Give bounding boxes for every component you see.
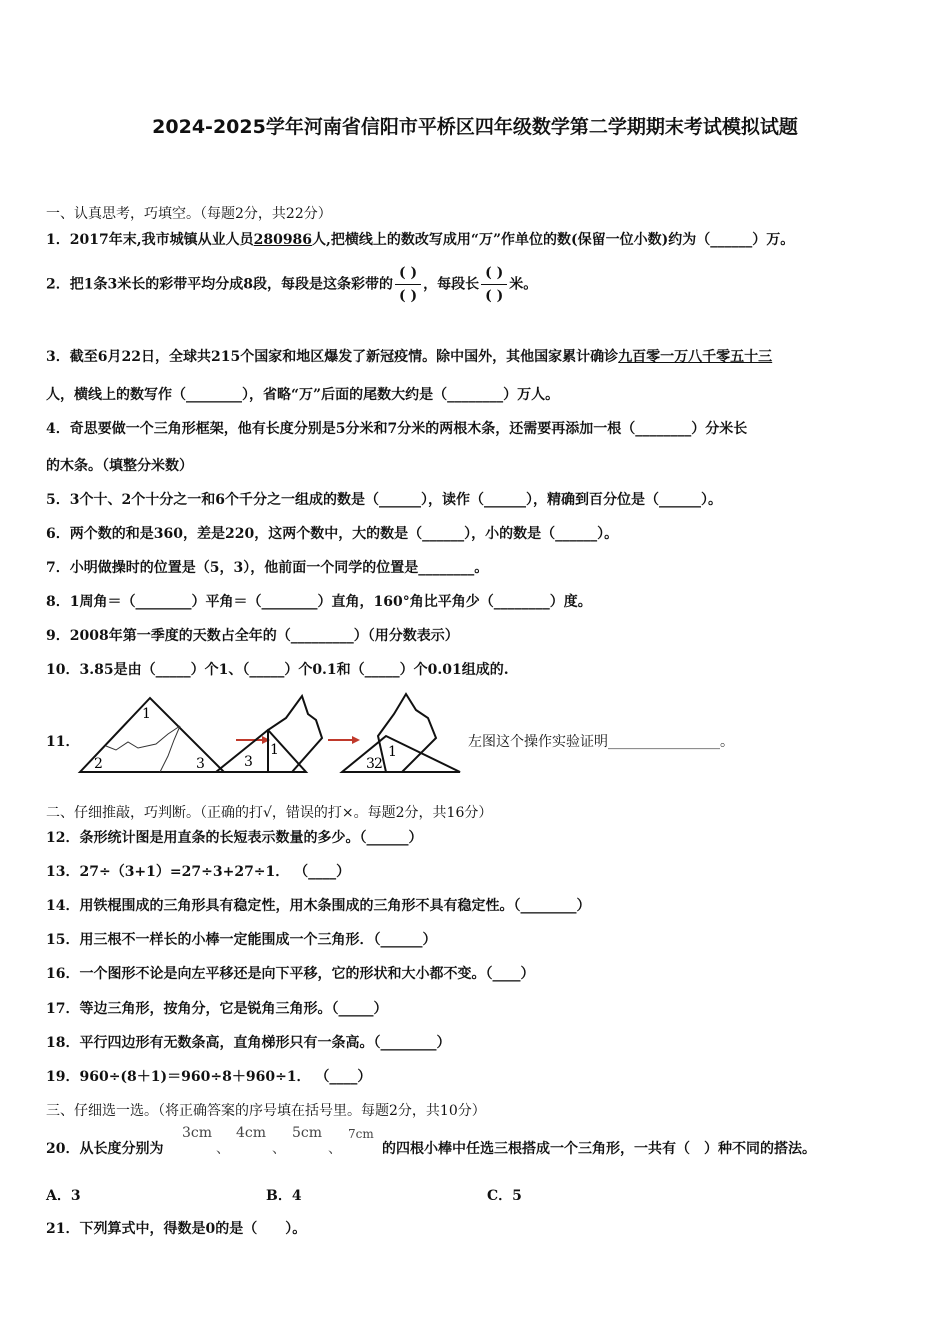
- question-1: [46, 229, 794, 249]
- length-7cm: 7cm: [348, 1127, 374, 1141]
- arrow-2-head: [352, 736, 360, 744]
- question-7: 7．小明做操时的位置是（5，3），他前面一个同学的位置是________。: [46, 560, 489, 576]
- question-17: 17．等边三角形，按角分，它是锐角三角形。（_____）: [46, 1001, 388, 1017]
- length-3cm: 3cm: [182, 1125, 213, 1141]
- q20-choice-a[interactable]: A．3: [46, 1188, 81, 1204]
- separator-2: 、: [272, 1141, 286, 1157]
- angle-label-1-fig3: 1: [388, 744, 397, 760]
- triangle-piece-2: [216, 730, 306, 772]
- q2-post: 米。: [509, 276, 538, 293]
- q1-pre: 1．2017年末,我市城镇从业人员: [46, 232, 254, 248]
- question-18: 18．平行四边形有无数条高，直角梯形只有一条高。（________）: [46, 1035, 451, 1051]
- folded-piece-3: [378, 694, 436, 772]
- question-13: 13．27÷（3+1）=27÷3+27÷1． （____）: [46, 864, 351, 880]
- q2-pre: 2．把1条3米长的彩带平均分成8段，每段是这条彩带的: [46, 276, 393, 293]
- angle-label-3-fig3: 3: [366, 756, 375, 772]
- question-20-post: 的四根小棒中任选三根搭成一个三角形，一共有（ ）种不同的搭法。: [382, 1141, 816, 1157]
- q2-fraction-2: [481, 262, 507, 307]
- question-6: 6．两个数的和是360，差是220，这两个数中，大的数是（______），小的数是（______）。: [46, 526, 619, 542]
- question-4-line-2: 的木条。（填整分米数）: [46, 458, 193, 474]
- question-4-line-1: 4．奇思要做一个三角形框架，他有长度分别是5分米和7分米的两根木条，还需要再添加一根（________）分米长: [46, 421, 748, 437]
- length-5cm: 5cm: [292, 1125, 323, 1141]
- section-2-heading: 二、仔细推敲，巧判断。（正确的打√，错误的打×。每题2分，共16分）: [46, 805, 493, 821]
- question-20-pre: 20．从长度分别为: [46, 1141, 164, 1157]
- page-title: 2024-2025学年河南省信阳市平桥区四年级数学第二学期期末考试模拟试题: [152, 116, 798, 138]
- angle-label-2: 2: [94, 756, 103, 772]
- triangle-experiment-figure: [76, 690, 466, 778]
- q1-number: 280986: [253, 232, 313, 248]
- question-11-number: 11．: [46, 734, 80, 750]
- question-3-line-2: 人，横线上的数写作（________），省略“万”后面的尾数大约是（________）万人。: [46, 387, 560, 403]
- q2-frac1-num: ( ): [395, 262, 421, 285]
- question-11-text: 左图这个操作实验证明________________。: [468, 734, 734, 750]
- question-3-line-1: [46, 346, 772, 366]
- q2-fraction-1: [395, 262, 421, 307]
- q20-choice-b[interactable]: B．4: [266, 1188, 302, 1204]
- q2-frac2-den: ( ): [485, 288, 504, 304]
- question-8: 8．1周角＝（________）平角＝（________）直角，160°角比平角少（________）度。: [46, 594, 592, 610]
- question-9: 9．2008年第一季度的天数占全年的（_________）（用分数表示）: [46, 628, 459, 644]
- angle-label-3: 3: [196, 756, 205, 772]
- q2-frac1-den: ( ): [398, 288, 418, 304]
- angle-label-3-fig2: 3: [244, 754, 253, 770]
- q1-post: 人,把横线上的数改写成用“万”作单位的数(保留一位小数)约为（______）万。: [312, 232, 795, 248]
- question-10: 10．3.85是由（_____）个1、（_____）个0.1和（_____）个0.01组成的.: [46, 662, 509, 678]
- question-15: 15．用三根不一样长的小棒一定能围成一个三角形．（______）: [46, 932, 437, 948]
- triangle-piece-3: [342, 736, 460, 772]
- question-12: 12．条形统计图是用直条的长短表示数量的多少。（______）: [46, 830, 423, 846]
- tear-line-left: [106, 726, 180, 750]
- angle-label-2-fig3: 2: [374, 756, 383, 772]
- angle-label-1: 1: [142, 706, 151, 722]
- q2-mid: ，每段长: [423, 276, 480, 293]
- separator-1: 、: [216, 1141, 230, 1157]
- question-2: [46, 262, 537, 307]
- section-3-heading: 三、仔细选一选。（将正确答案的序号填在括号里。每题2分，共10分）: [46, 1103, 486, 1119]
- q2-frac2-num: ( ): [481, 262, 507, 285]
- length-4cm: 4cm: [236, 1125, 267, 1141]
- section-1-heading: 一、认真思考，巧填空。（每题2分，共22分）: [46, 206, 332, 222]
- question-14: 14．用铁棍围成的三角形具有稳定性，用木条围成的三角形不具有稳定性。（________）: [46, 898, 591, 914]
- q3-pre: 3．截至6月22日，全球共215个国家和地区爆发了新冠疫情。除中国外，其他国家累计确诊: [46, 349, 619, 365]
- q3-underlined: 九百零一万八千零五十三: [618, 349, 773, 365]
- angle-label-1-fig2: 1: [270, 742, 279, 758]
- question-5: 5．3个十、2个十分之一和6个千分之一组成的数是（______），读作（______），精确到百分位是（______）。: [46, 492, 722, 508]
- question-19: 19．960÷(8＋1)＝960÷8＋960÷1． （____）: [46, 1069, 372, 1085]
- question-16: 16．一个图形不论是向左平移还是向下平移，它的形状和大小都不变。（____）: [46, 966, 535, 982]
- separator-3: 、: [328, 1141, 342, 1157]
- question-21: 21．下列算式中，得数是0的是（ ）。: [46, 1221, 307, 1237]
- q20-choice-c[interactable]: C．5: [487, 1188, 522, 1204]
